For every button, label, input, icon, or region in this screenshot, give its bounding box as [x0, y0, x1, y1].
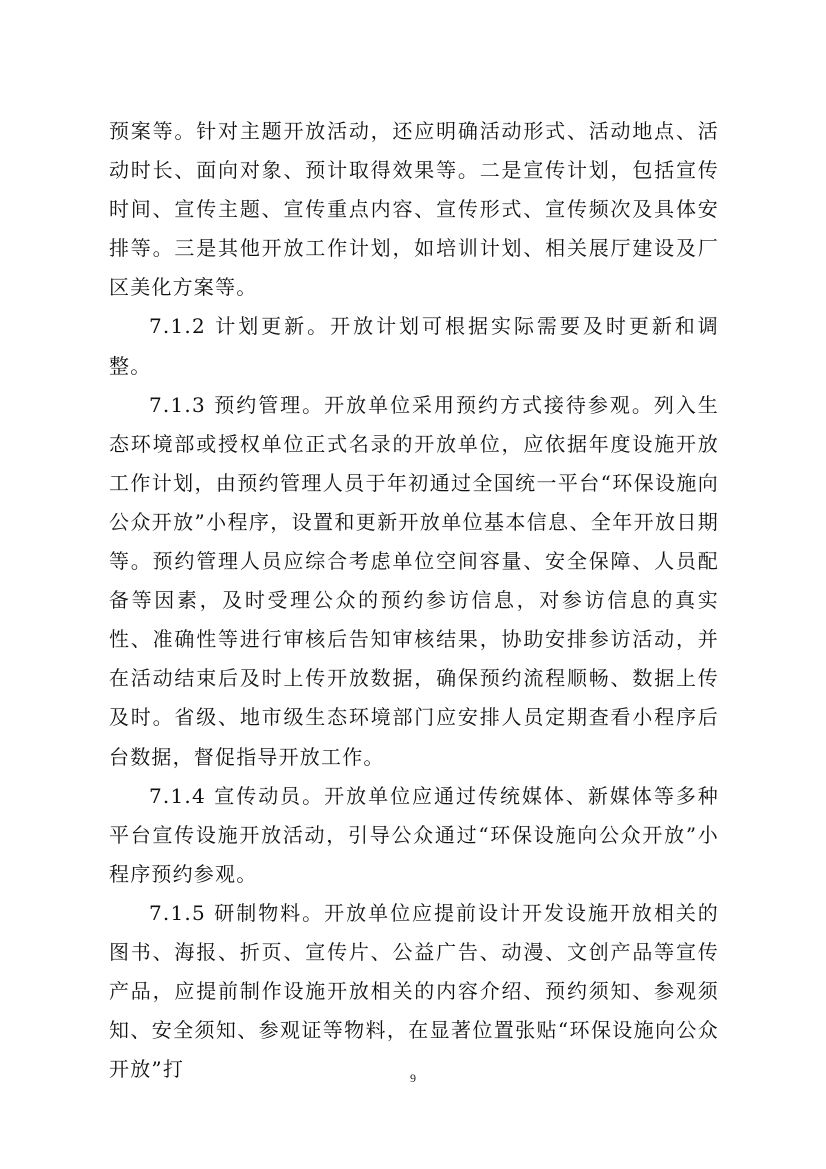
page-number: 9: [410, 1071, 416, 1085]
paragraph-7-1-3: 7.1.3 预约管理。开放单位采用预约方式接待参观。列入生态环境部或授权单位正式名录的开放单位，应依据年度设施开放工作计划，由预约管理人员于年初通过全国统一平台“环保设施向公众开放”小程序，设置和更新开放单位基本信息、全年开放日期等。预约管理人员应综合考虑单位空间容量、安全保障、人员配备等因素，及时受理公众的预约参访信息，对参访信息的真实性、准确性等进行审核后告知审核结果，协助安排参访活动，并在活动结束后及时上传开放数据，确保预约流程顺畅、数据上传及时。省级、地市级生态环境部门应安排人员定期查看小程序后台数据，督促指导开放工作。: [109, 392, 719, 769]
paragraph-7-1-2: 7.1.2 计划更新。开放计划可根据实际需要及时更新和调整。: [109, 314, 719, 378]
paragraph-7-1-5: 7.1.5 研制物料。开放单位应提前设计开发设施开放相关的图书、海报、折页、宣传片、公益广告、动漫、文创产品等宣传产品，应提前制作设施开放相关的内容介绍、预约须知、参观须知、安全须知、参观证等物料，在显著位置张贴“环保设施向公众开放”打: [109, 900, 719, 1082]
body-text: [109, 112, 719, 1089]
paragraph-continued: 预案等。针对主题开放活动，还应明确活动形式、活动地点、活动时长、面向对象、预计取得效果等。二是宣传计划，包括宣传时间、宣传主题、宣传重点内容、宣传形式、宣传频次及具体安排等。三是其他开放工作计划，如培训计划、相关展厅建设及厂区美化方案等。: [109, 119, 719, 300]
paragraph-7-1-4: 7.1.4 宣传动员。开放单位应通过传统媒体、新媒体等多种平台宣传设施开放活动，引导公众通过“环保设施向公众开放”小程序预约参观。: [109, 783, 719, 886]
